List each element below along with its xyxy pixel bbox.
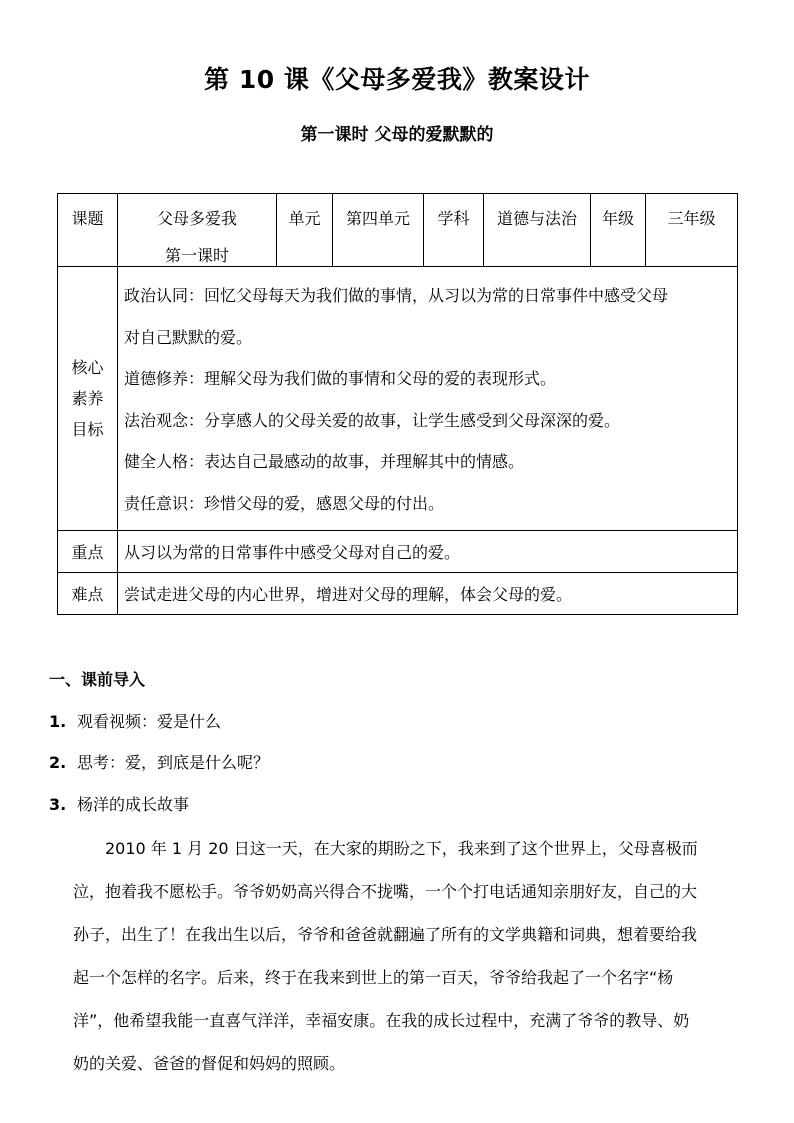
grade-label: 年级 xyxy=(591,194,646,267)
story-line: 洋”，他希望我能一直喜气洋洋，幸福安康。在我的成长过程中，充满了爷爷的教导、奶 xyxy=(73,1011,690,1030)
difficulty-text: 尝试走进父母的内心世界，增进对父母的理解，体会父母的爱。 xyxy=(118,573,738,615)
section-heading: 一、课前导入 xyxy=(49,670,146,689)
lesson-plan-table xyxy=(57,193,738,615)
topic-line-1: 父母多爱我 xyxy=(156,209,237,228)
topic-line-2: 第一课时 xyxy=(164,246,229,265)
goal-line: 对自己默默的爱。 xyxy=(124,327,253,347)
subject-label: 学科 xyxy=(424,194,484,267)
list-text: 杨洋的成长故事 xyxy=(77,795,190,814)
story-line: 泣，抱着我不愿松手。爷爷奶奶高兴得合不拢嘴，一个个打电话通知亲朋好友，自己的大 xyxy=(73,882,698,901)
core-label-line-2: 素养 xyxy=(71,389,104,408)
header-row xyxy=(58,194,738,267)
page-subtitle: 第一课时 父母的爱默默的 xyxy=(300,125,494,145)
difficulty-row xyxy=(58,573,738,615)
page-title: 第 10 课《父母多爱我》教案设计 xyxy=(204,65,590,94)
list-number: 3. xyxy=(49,795,67,814)
goal-line: 道德修养：理解父母为我们做的事情和父母的爱的表现形式。 xyxy=(124,369,557,388)
grade-value: 三年级 xyxy=(646,194,738,267)
list-item xyxy=(49,709,221,732)
focus-text: 从习以为常的日常事件中感受父母对自己的爱。 xyxy=(118,531,738,573)
core-label-line-3: 目标 xyxy=(71,420,104,439)
goal-line: 健全人格：表达自己最感动的故事，并理解其中的情感。 xyxy=(124,452,525,471)
topic-label: 课题 xyxy=(58,194,118,267)
unit-value: 第四单元 xyxy=(333,194,424,267)
list-text: 观看视频：爱是什么 xyxy=(77,712,222,731)
story-paragraph xyxy=(73,827,753,1085)
core-goals-row xyxy=(58,267,738,531)
focus-label: 重点 xyxy=(58,531,118,573)
core-label-line-1: 核心 xyxy=(71,358,104,377)
difficulty-label: 难点 xyxy=(58,573,118,615)
topic-value xyxy=(118,194,277,267)
goal-line: 法治观念：分享感人的父母关爱的故事，让学生感受到父母深深的爱。 xyxy=(124,410,621,430)
focus-row xyxy=(58,531,738,573)
core-goals-content xyxy=(118,267,738,531)
story-line: 2010 年 1 月 20 日这一天，在大家的期盼之下，我来到了这个世界上，父母喜极而 xyxy=(105,839,698,858)
core-goals-label xyxy=(58,267,118,531)
story-line: 起一个怎样的名字。后来，终于在我来到世上的第一百天，爷爷给我起了一个名字“杨 xyxy=(73,968,674,987)
story-line: 奶的关爱、爸爸的督促和妈妈的照顾。 xyxy=(73,1054,346,1073)
story-line: 孙子，出生了！在我出生以后，爷爷和爸爸就翻遍了所有的文学典籍和词典，想着要给我 xyxy=(73,925,698,944)
list-item xyxy=(49,750,269,773)
list-item xyxy=(49,792,189,815)
unit-label: 单元 xyxy=(277,194,333,267)
list-number: 1. xyxy=(49,712,67,731)
goal-line: 责任意识：珍惜父母的爱，感恩父母的付出。 xyxy=(124,493,445,513)
subject-value: 道德与法治 xyxy=(484,194,591,267)
list-number: 2. xyxy=(49,753,67,772)
goal-line: 政治认同：回忆父母每天为我们做的事情，从习以为常的日常事件中感受父母 xyxy=(124,286,669,305)
list-text: 思考：爱，到底是什么呢？ xyxy=(77,753,270,772)
